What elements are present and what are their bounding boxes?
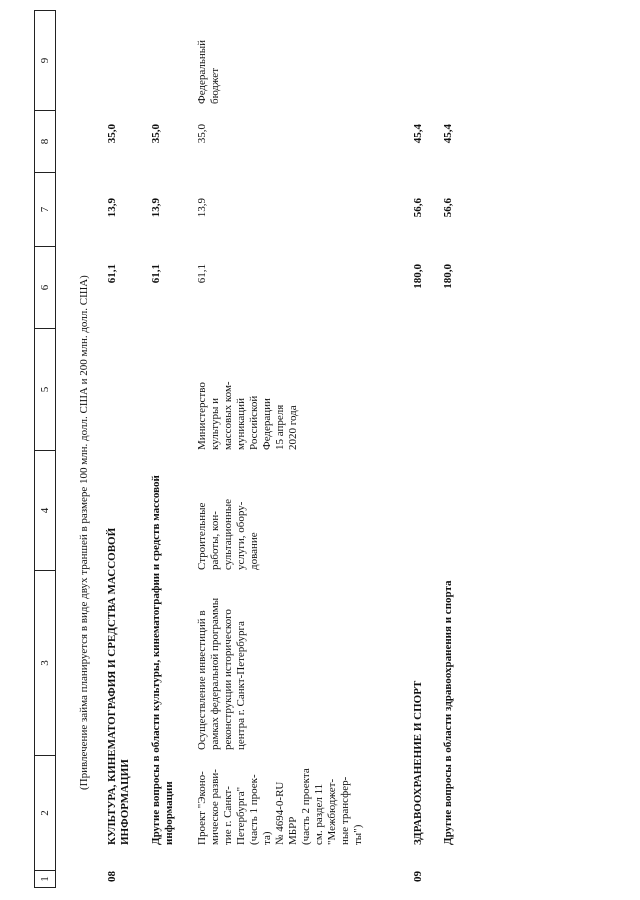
section-08-value-8: 35,0	[106, 124, 118, 144]
header-col-2: 2	[34, 755, 56, 870]
project-funding-source: Федеральный бюджет	[196, 39, 221, 104]
header-col-1: 1	[34, 870, 56, 888]
header-col-7: 7	[34, 172, 56, 246]
project-description: Осуществление инвестиций в рамках федеральной программы реконструкции исторического центра г. Санкт-Петербурга	[196, 597, 247, 750]
section-09-value-7: 56,6	[412, 198, 424, 218]
subsection-09-value-7: 56,6	[442, 198, 454, 218]
header-col-4: 4	[34, 450, 56, 570]
section-08-title: КУЛЬТУРА, КИНЕМАТОГРАФИЯ И СРЕДСТВА МАССОВОЙ ИНФОРМАЦИИ	[106, 527, 131, 845]
header-col-3: 3	[34, 570, 56, 755]
project-works: Строительные работы, кон- сультационные услуги, обору- дование	[196, 499, 260, 570]
subsection-08-value-8: 35,0	[150, 124, 162, 144]
project-value-8: 35,0	[196, 124, 208, 144]
header-col-9: 9	[34, 10, 56, 110]
project-name: Проект "Эконо- мическое разви- тие г. Санкт- Петербурга" (часть 1 проек- та) № 4694-0-RU МБРР (часть 2 проекта см. раздел 11 "Межбюджет- ные трансфер- ты")	[196, 768, 364, 845]
subsection-08-value-7: 13,9	[150, 198, 162, 218]
subsection-09-value-6: 180,0	[442, 264, 454, 289]
project-value-7: 13,9	[196, 198, 208, 218]
subsection-09-title: Другие вопросы в области здравоохранения и спорта	[442, 580, 454, 845]
section-09-value-6: 180,0	[412, 264, 424, 289]
section-09-title: ЗДРАВООХРАНЕНИЕ И СПОРТ	[412, 680, 424, 845]
header-col-8: 8	[34, 110, 56, 172]
header-col-5: 5	[34, 328, 56, 450]
subsection-09-value-8: 45,4	[442, 124, 454, 144]
section-09-code: 09	[412, 871, 424, 882]
subsection-08-value-6: 61,1	[150, 264, 162, 284]
header-col-6: 6	[34, 246, 56, 328]
project-agency: Министерство культуры и массовых ком- муникаций Российской Федерации 15 апреля 2020 года	[196, 381, 299, 450]
loan-note: (Привлечение займа планируется в виде двух траншей в размере 100 млн. долл. США и 200 млн. долл. США)	[78, 275, 90, 790]
project-value-6: 61,1	[196, 264, 208, 284]
section-08-value-6: 61,1	[106, 264, 118, 284]
section-08-value-7: 13,9	[106, 198, 118, 218]
section-08-code: 08	[106, 871, 118, 882]
subsection-08-title: Другие вопросы в области культуры, кинематографии и средств массовой информации	[150, 475, 175, 845]
section-09-value-8: 45,4	[412, 124, 424, 144]
